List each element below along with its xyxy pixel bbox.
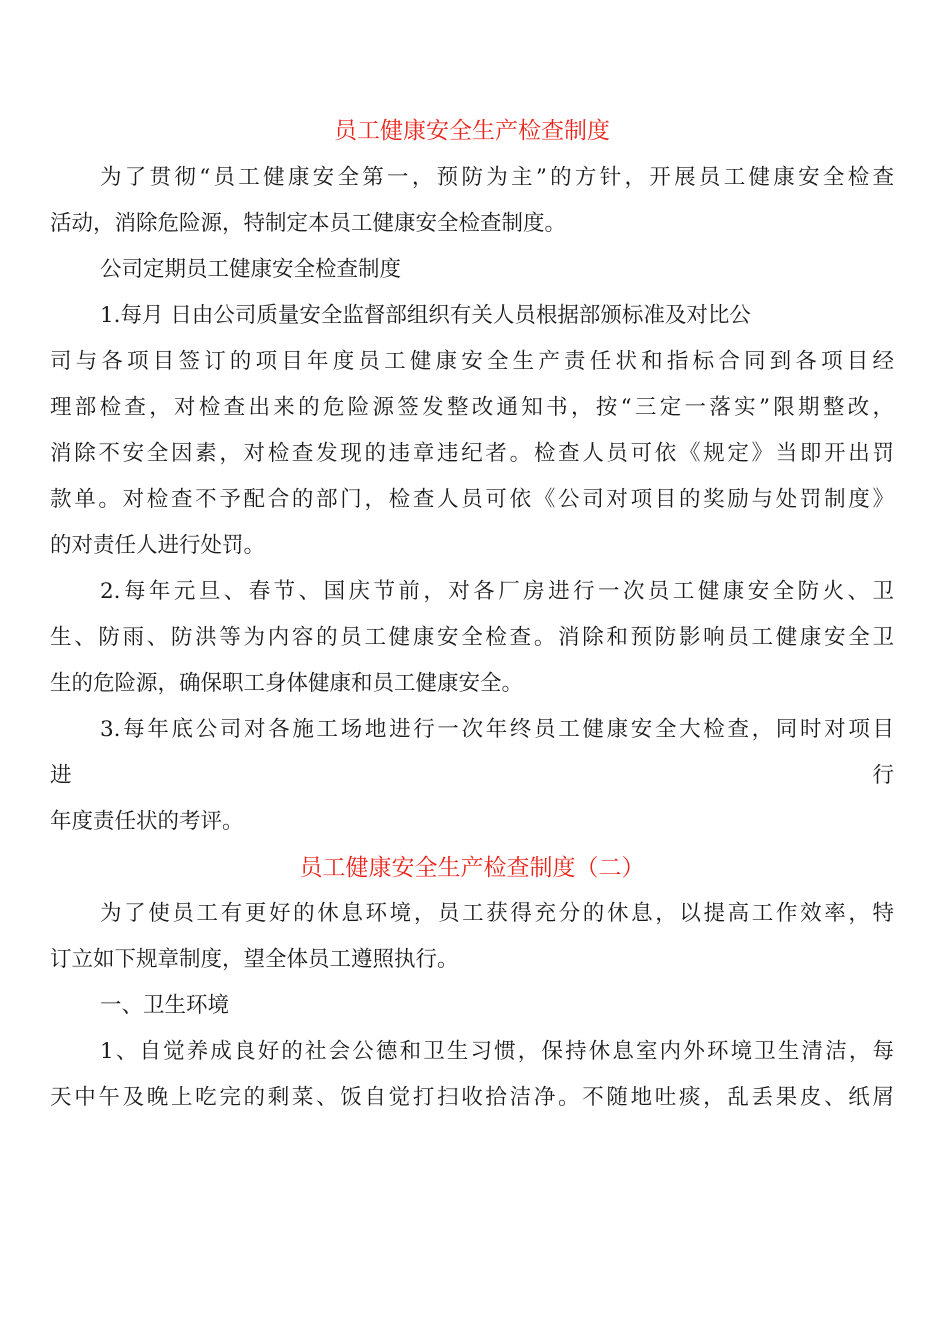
paragraph-line: 年度责任状的考评。 (50, 809, 244, 834)
paragraph-line: 生的危险源，确保职工身体健康和员工健康安全。 (50, 671, 524, 696)
section-heading: 一、卫生环境 (100, 993, 230, 1018)
paragraph-line: 司与各项目签订的项目年度员工健康安全生产责任状和指标合同到各项目经 (50, 349, 894, 374)
paragraph-line: 3.每年底公司对各施工场地进行一次年终员工健康安全大检查，同时对项目 (100, 717, 894, 742)
document-title: 员工健康安全生产检查制度 (334, 118, 610, 144)
paragraph-line: 1.每月 日由公司质量安全监督部组织有关人员根据部颁标准及对比公 (100, 303, 751, 328)
paragraph-line: 1、自觉养成良好的社会公德和卫生习惯，保持休息室内外环境卫生清洁，每 (100, 1039, 894, 1064)
paragraph-line-split (50, 753, 894, 799)
paragraph-line: 订立如下规章制度，望全体员工遵照执行。 (50, 947, 459, 972)
document-page (50, 108, 894, 1121)
paragraph-line: 为了使员工有更好的休息环境，员工获得充分的休息，以提高工作效率，特 (100, 901, 894, 926)
paragraph-line: 2.每年元旦、春节、国庆节前，对各厂房进行一次员工健康安全防火、卫 (100, 579, 894, 604)
paragraph-line: 生、防雨、防洪等为内容的员工健康安全检查。消除和预防影响员工健康安全卫 (50, 625, 894, 650)
paragraph-line: 活动，消除危险源，特制定本员工健康安全检查制度。 (50, 211, 567, 236)
split-left-char: 进 (50, 763, 72, 788)
section-heading: 公司定期员工健康安全检查制度 (100, 257, 402, 282)
paragraph-line: 理部检查，对检查出来的危险源签发整改通知书，按“三定一落实”限期整改， (50, 395, 894, 420)
paragraph-line: 消除不安全因素，对检查发现的违章违纪者。检查人员可依《规定》当即开出罚 (50, 441, 894, 466)
paragraph-line: 为了贯彻“员工健康安全第一，预防为主”的方针，开展员工健康安全检查 (100, 165, 894, 190)
split-right-char: 行 (872, 763, 894, 788)
paragraph-line: 的对责任人进行处罚。 (50, 533, 266, 558)
paragraph-line: 款单。对检查不予配合的部门，检查人员可依《公司对项目的奖励与处罚制度》 (50, 487, 894, 512)
paragraph-line: 天中午及晚上吃完的剩菜、饭自觉打扫收拾洁净。不随地吐痰，乱丢果皮、纸屑 (50, 1085, 894, 1110)
document-title-2: 员工健康安全生产检查制度（二） (299, 855, 645, 881)
